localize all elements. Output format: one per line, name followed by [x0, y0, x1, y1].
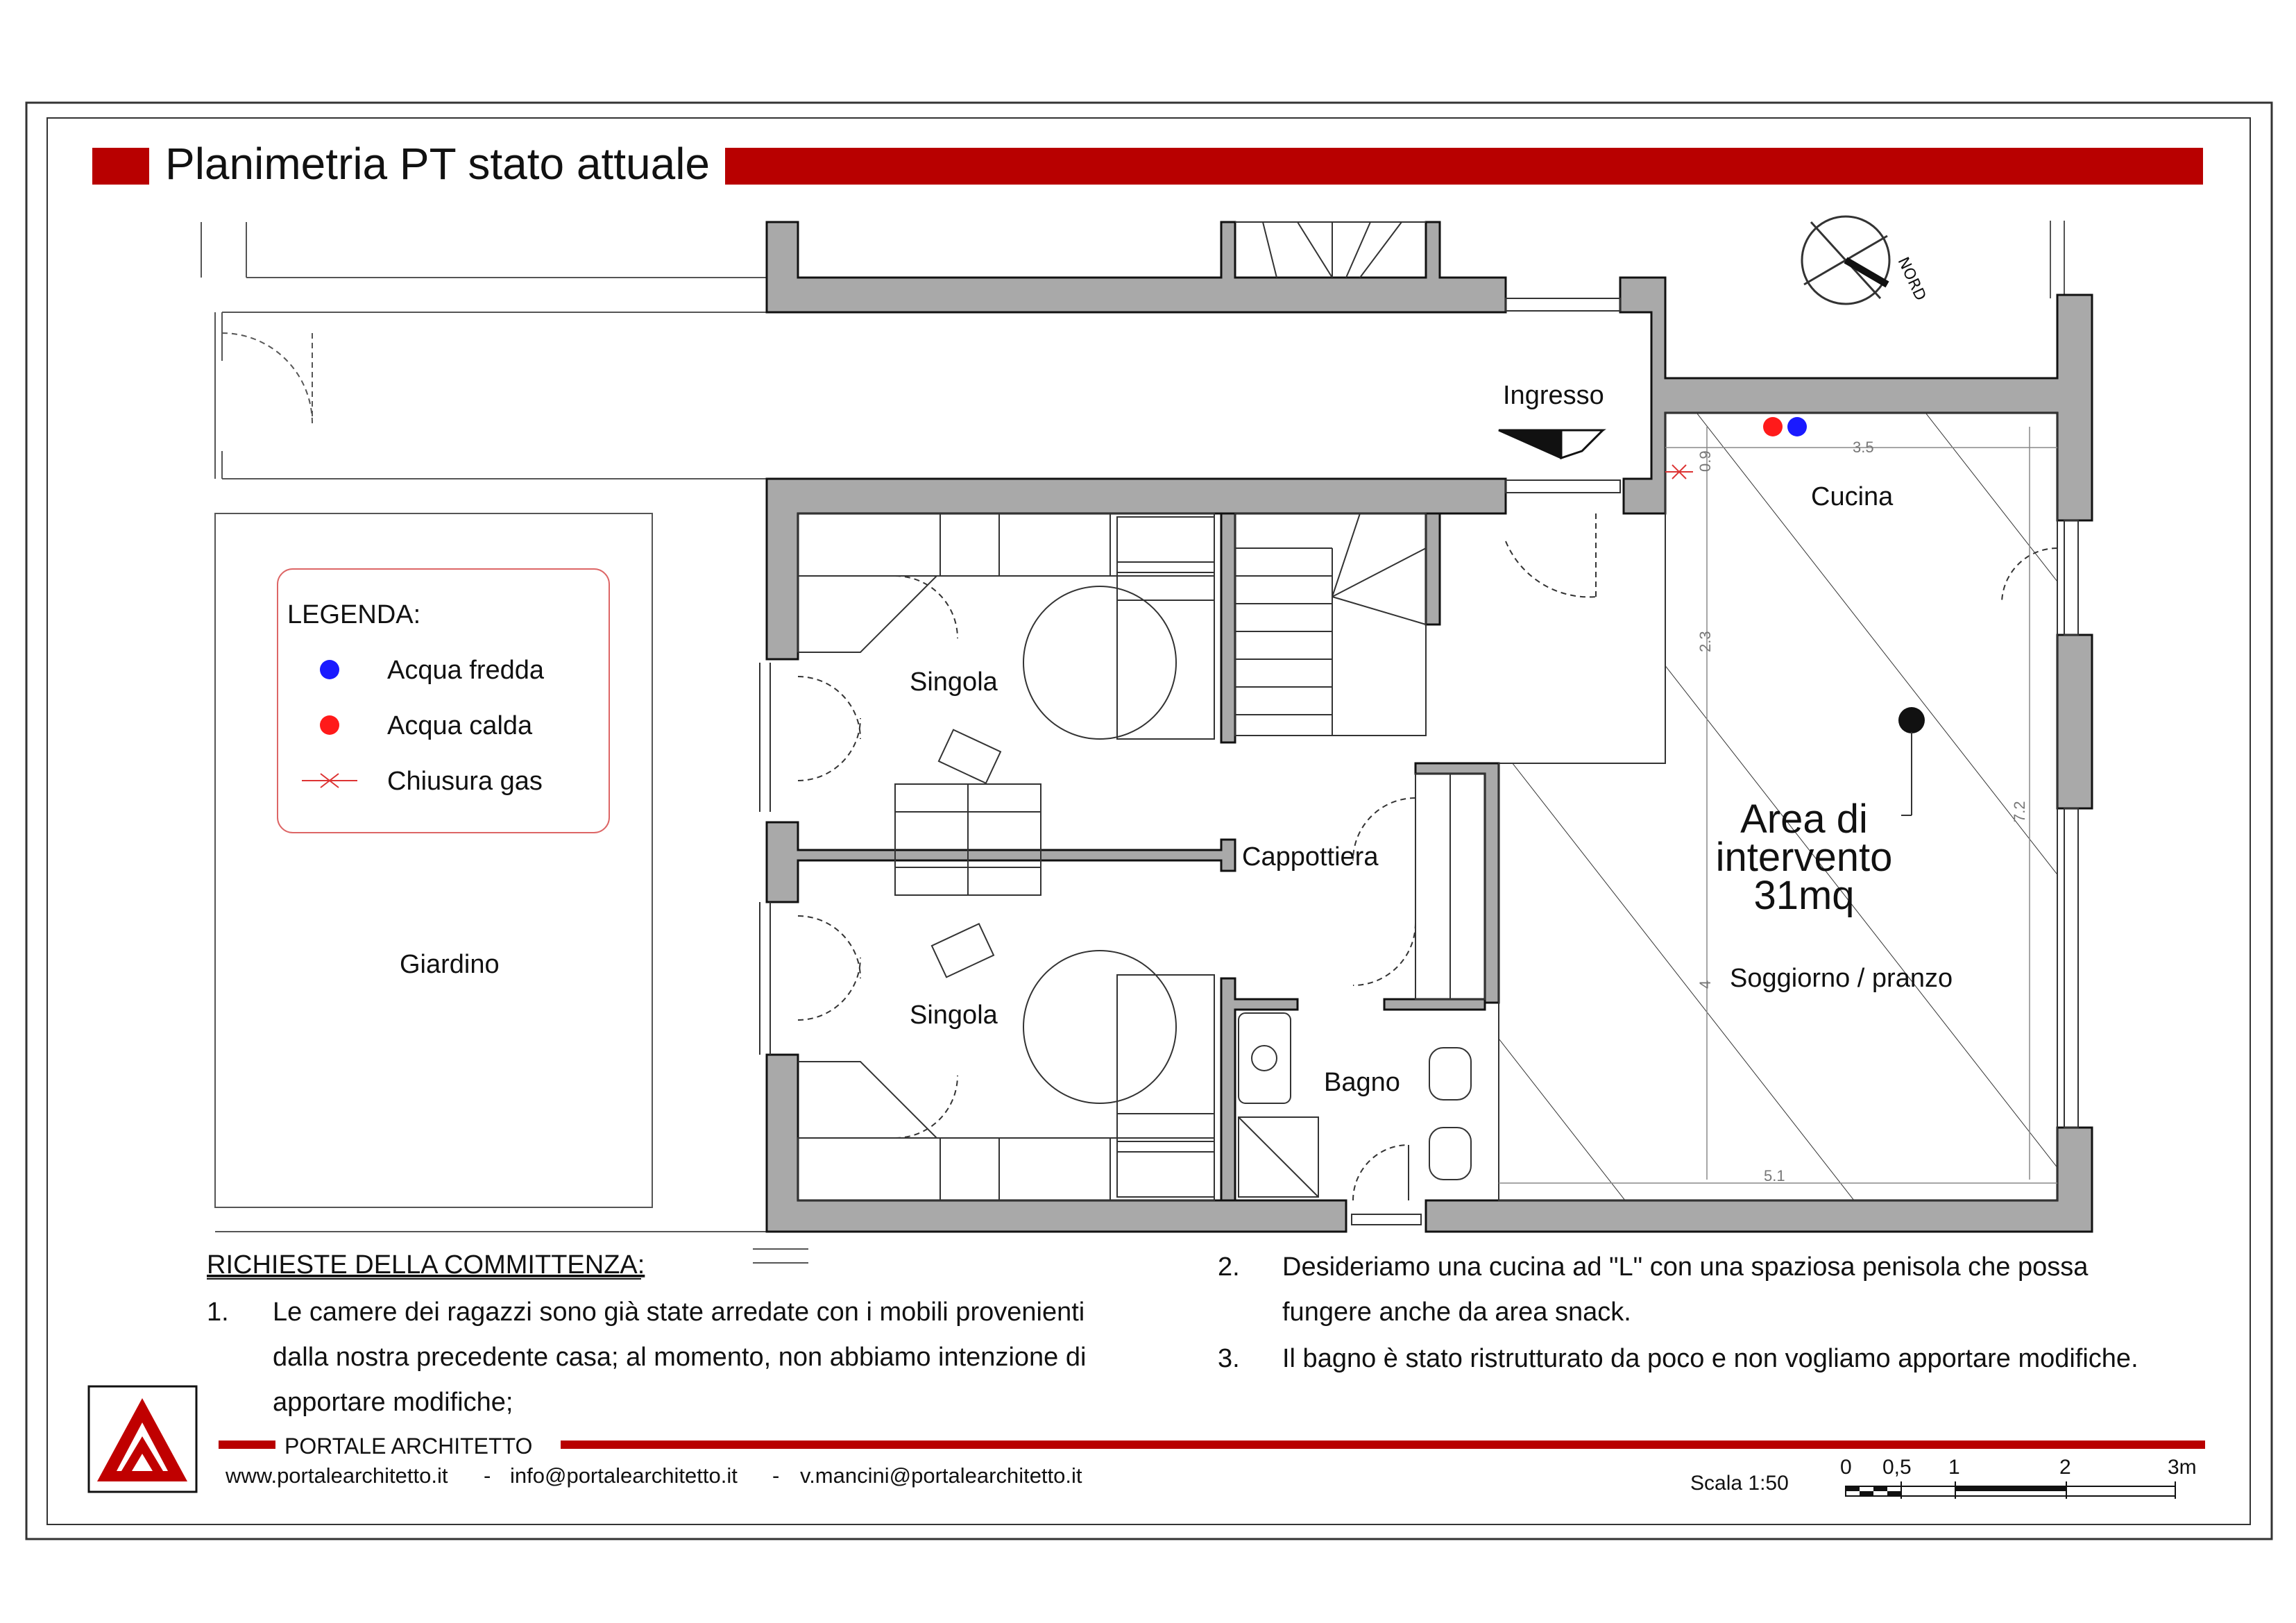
scale-label: Scala 1:50 — [1690, 1472, 1789, 1495]
room-label-soggiorno: Soggiorno / pranzo — [1730, 964, 1953, 993]
legend-item-cold: Acqua fredda — [387, 656, 545, 685]
room-label-ingresso: Ingresso — [1503, 381, 1604, 410]
request-1-num: 1. — [207, 1298, 229, 1327]
footer-email-mancini: v.mancini@portalearchitetto.it — [800, 1463, 1082, 1488]
scale-tick-2: 2 — [2059, 1456, 2071, 1479]
footer-email-info: info@portalearchitetto.it — [510, 1463, 738, 1488]
scale-bar — [1840, 1456, 2197, 1499]
page-title: Planimetria PT stato attuale — [165, 139, 710, 189]
footer-bar-left — [219, 1441, 275, 1449]
north-compass — [1802, 216, 1929, 304]
cold-water-point — [1787, 417, 1807, 436]
room-label-singola-bottom: Singola — [910, 1001, 998, 1030]
north-label: NORD — [1894, 254, 1930, 304]
scale-tick-0-5: 0,5 — [1882, 1456, 1912, 1479]
request-1-line1: Le camere dei ragazzi sono già state arredate con i mobili provenienti — [273, 1298, 1085, 1327]
bathroom-fixtures — [1239, 1013, 1471, 1225]
furniture-bottom-room — [760, 902, 1214, 1200]
footer-separator-1: - — [484, 1463, 491, 1488]
footer-website: www.portalearchitetto.it — [226, 1463, 448, 1488]
request-1-line2: dalla nostra precedente casa; al momento, non abbiamo intenzione di — [273, 1343, 1087, 1372]
cold-water-icon — [320, 660, 339, 679]
dim-7-2: 7.2 — [2011, 801, 2028, 822]
request-2-line2: fungere anche da area snack. — [1282, 1298, 1631, 1327]
scale-tick-0: 0 — [1840, 1456, 1852, 1479]
scale-tick-1: 1 — [1948, 1456, 1960, 1479]
entrance-arrow — [1499, 420, 1603, 458]
area-label-line1: Area di — [1740, 797, 1868, 842]
area-label-line2: intervento — [1715, 835, 1893, 880]
title-square — [92, 148, 149, 185]
room-label-singola-top: Singola — [910, 668, 998, 697]
room-label-cucina: Cucina — [1811, 482, 1894, 511]
footer-brand: PORTALE ARCHITETTO — [284, 1434, 533, 1459]
area-label-line3: 31mq — [1753, 873, 1855, 918]
legend-title: LEGENDA: — [287, 600, 421, 629]
request-1-line3: apportare modifiche; — [273, 1388, 513, 1417]
dim-5-1: 5.1 — [1764, 1167, 1785, 1184]
scale-tick-3m: 3m — [2168, 1456, 2197, 1479]
light-point — [1898, 707, 1925, 733]
dim-3-5: 3.5 — [1853, 439, 1874, 456]
footer-bar-right — [561, 1441, 2205, 1449]
hot-water-icon — [320, 715, 339, 735]
dim-0-9: 0.9 — [1697, 450, 1714, 472]
request-2-line1: Desideriamo una cucina ad "L" con una spaziosa penisola che possa — [1282, 1252, 2089, 1282]
dim-2-3: 2.3 — [1697, 631, 1714, 652]
legend-item-gas: Chiusura gas — [387, 767, 543, 796]
dim-4: 4 — [1697, 980, 1714, 989]
hot-water-point — [1763, 417, 1783, 436]
title-bar — [725, 148, 2203, 185]
requests-title: RICHIESTE DELLA COMMITTENZA: — [207, 1250, 645, 1280]
footer-separator-2: - — [772, 1463, 780, 1488]
furniture-top-room — [760, 513, 1214, 977]
request-3-num: 3. — [1218, 1344, 1240, 1373]
request-3-line1: Il bagno è stato ristrutturato da poco e non vogliamo apportare modifiche. — [1282, 1344, 2138, 1373]
cappottiera-closet — [1353, 774, 1485, 999]
legend-item-hot: Acqua calda — [387, 711, 533, 740]
request-2-num: 2. — [1218, 1252, 1240, 1282]
room-label-giardino: Giardino — [400, 950, 500, 979]
room-label-bagno: Bagno — [1324, 1068, 1400, 1097]
client-requests — [207, 1250, 2138, 1417]
legend — [278, 569, 609, 833]
room-label-cappottiera: Cappottiera — [1242, 842, 1379, 872]
